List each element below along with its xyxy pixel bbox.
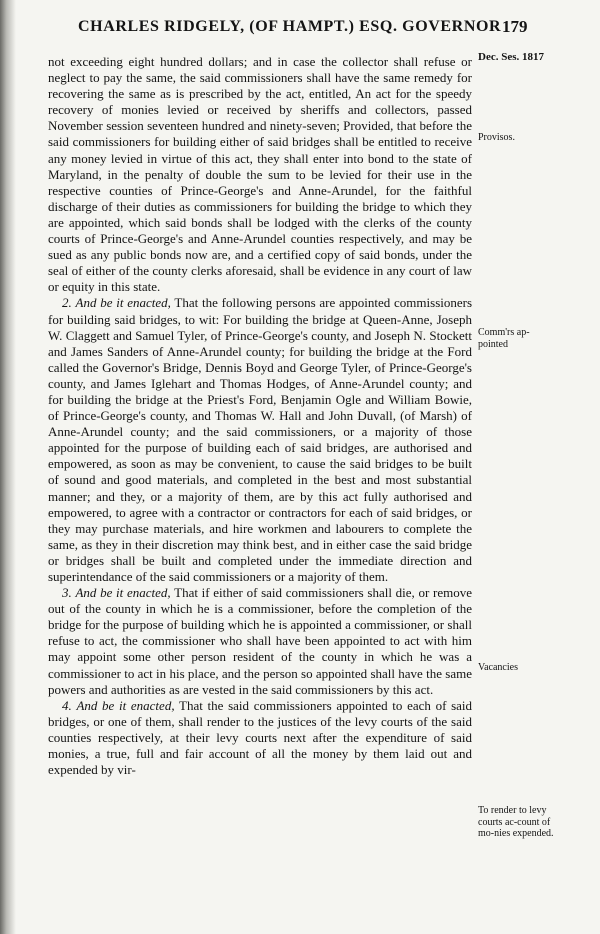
section-number: 2.: [62, 295, 72, 311]
paragraph-section-1: [48, 54, 472, 295]
paragraph-section-3: [48, 585, 472, 698]
section-number: 4.: [62, 697, 72, 713]
running-head: CHARLES RIDGELY, (OF HAMPT.) ESQ. GOVERNOR: [78, 18, 502, 35]
enacting-clause: And be it enacted,: [75, 295, 171, 311]
enacting-clause: And be it enacted,: [76, 697, 175, 713]
paragraph-section-2: [48, 295, 472, 585]
margin-note-commissioners-appointed: Comm'rs ap-pointed: [478, 327, 530, 350]
paragraph-section-4: [48, 698, 472, 778]
paragraph-text: That if either of said commissioners shall die, or remove out of the county in which he is a commissioner, before the completion of the bridge for the purpose of building which he is appointed a commissioner, or shall refuse to act, the commissioner who shall have been appointed to act with him may appoint some other person resident of the county in which he was a commissioner to act in his place, and the person so appointed shall have the same powers and authorities as are vested in the said commissioners by this act.: [48, 585, 473, 697]
margin-note-date: Dec. Ses. 1817: [478, 51, 544, 63]
body-text: [48, 54, 472, 778]
page-number: 179: [502, 17, 528, 36]
paragraph-text: not exceeding eight hundred dollars; and in case the collector shall refuse or neglect to pay the same, the said commissioners shall have the same remedy for recovering the same as is prescribed by the act, entitled, An act for the speedy recovery of monies levied or received by sheriffs and collectors, passed November session seventeen hundred and ninety-seven; Provided, that before the said commissioners for building either of said bridges shall be entitled to receive any money levied in virtue of this act, they shall enter into bond to the state of Maryland, in the penalty of double the sum to be levied for their use in the respective counties of Prince-George's and Anne-Arundel, for the faithful discharge of their duties as commissioners for building the bridge to which they are appointed, which said bonds shall be lodged with the clerks of the county courts of Prince-George's and Anne-Arundel counties respectively, and may be sued as any public bonds now are, and a certified copy of said bonds, under the seal of either of the county clerks aforesaid, shall be evidence in any court of law or equity in this state.: [48, 54, 472, 295]
section-number: 3.: [62, 585, 72, 601]
margin-note-render-accounts: To render to levy courts ac-count of mo-nies expended.: [478, 805, 554, 839]
margin-note-vacancies: Vacancies: [478, 662, 518, 673]
page-binding-shadow: [0, 0, 16, 934]
paragraph-text: That the said commissioners appointed to each of said bridges, or one of them, shall render to the justices of the levy courts of the said counties respectively, at their levy courts next after the expenditure of said monies, a true, full and fair account of all the money by them laid out and expended by vir-: [48, 697, 473, 778]
enacting-clause: And be it enacted,: [75, 585, 171, 601]
paragraph-text: That the following persons are appointed commissioners for building said bridges, to wit: For building the bridge at Queen-Anne, Joseph W. Claggett and Samuel Tyler, of Prince-George's county, and Joseph N. Stockett and James Sanders of Anne-Arundel county; for building the bridge at the Ford called the Governor's Bridge, Dennis Boyd and George Tyler, of Prince-George's county, and James Iglehart and Thomas Hodges, of Anne-Arundel county; and for building the bridge at the Priest's Ford, Benjamin Ogle and William Bowie, of Prince-George's county, and Thomas W. Hall and John Duvall, (of Marsh) of Anne-Arundel county; and the said commissioners, or a majority of those appointed for the purpose of building each of said bridges, are authorised and empowered, as soon as may be convenient, to cause the said bridges to be built of sound and good materials, and completed in the best and most substantial manner; and they, or a majority of them, are by this act fully authorised and empowered, to agree with a contractor or contractors for each of said bridges, or they may purchase materials, and hire workmen and labourers to complete the same, as they in their discretion may think best, and in either case the said bridge or bridges shall be built and completed under the immediate direction and superintendance of the said commissioners or a majority of them.: [48, 295, 473, 584]
margin-note-provisos: Provisos.: [478, 132, 515, 143]
